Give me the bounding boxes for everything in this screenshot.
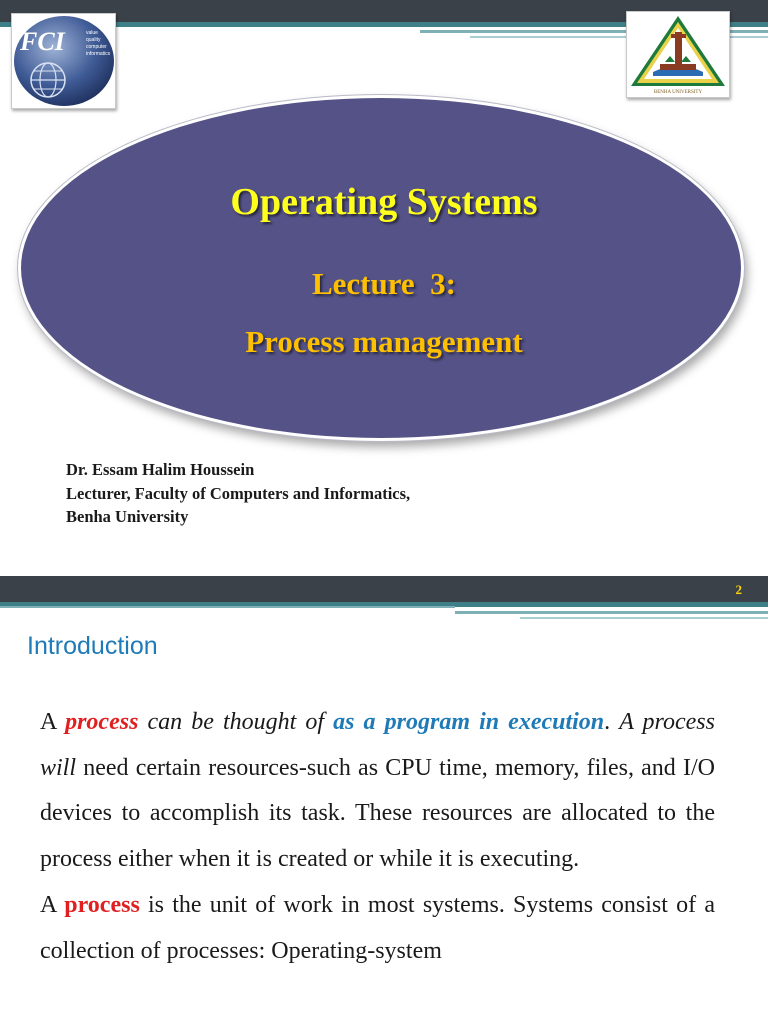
- header-bar: [0, 576, 768, 602]
- text-run: A: [40, 891, 65, 918]
- fci-logo: [11, 13, 116, 109]
- university-seal-icon: [627, 12, 729, 97]
- keyword-process: process: [64, 891, 140, 918]
- text-run: is the unit of work in most systems. Systems consist of a collection of processes: Operating-system: [40, 891, 715, 964]
- slide-body: [40, 700, 715, 974]
- text-run: A: [40, 709, 66, 735]
- header-stripe-left: [0, 606, 455, 608]
- fci-tagline-3: computer: [86, 44, 107, 50]
- fci-logo-icon: [12, 14, 115, 108]
- benha-university-logo: [626, 11, 730, 98]
- page-number: 2: [735, 582, 742, 597]
- fci-tagline-1: value: [86, 30, 98, 36]
- presentation-title: Operating Systems: [230, 181, 538, 223]
- lecture-topic: Process management: [245, 324, 523, 359]
- author-name: Dr. Essam Halim Houssein: [66, 460, 255, 479]
- header-stripe-faint: [520, 617, 768, 619]
- keyword-program-in-execution: as a program in execution: [333, 709, 605, 735]
- fci-tagline-4: informatics: [86, 51, 111, 57]
- slide-heading: Introduction: [27, 632, 158, 660]
- paragraph-1: [40, 700, 715, 883]
- benha-logo-text: BENHA UNIVERSITY: [653, 90, 703, 95]
- fci-tagline-2: quality: [86, 37, 101, 43]
- text-run: .: [604, 709, 620, 735]
- fci-logo-text: FCI: [20, 27, 65, 56]
- lecture-number: Lecture 3:: [311, 266, 457, 301]
- keyword-process: process: [65, 709, 139, 735]
- slide-gap: [0, 568, 768, 576]
- header-stripe-light: [455, 611, 768, 614]
- author-position: Lecturer, Faculty of Computers and Informatics,: [66, 483, 411, 503]
- text-run: can be thought of: [138, 709, 334, 735]
- author-block: [66, 458, 410, 529]
- author-university: Benha University: [66, 507, 189, 526]
- paragraph-2: [40, 883, 715, 974]
- introduction-slide: [0, 576, 768, 1024]
- text-run: A process will: [40, 709, 715, 781]
- text-run: need certain resources-such as CPU time, memory, files, and I/O devices to accomplish its task. These resources are allocated to the process either when it is created or while it is executing.: [40, 754, 715, 873]
